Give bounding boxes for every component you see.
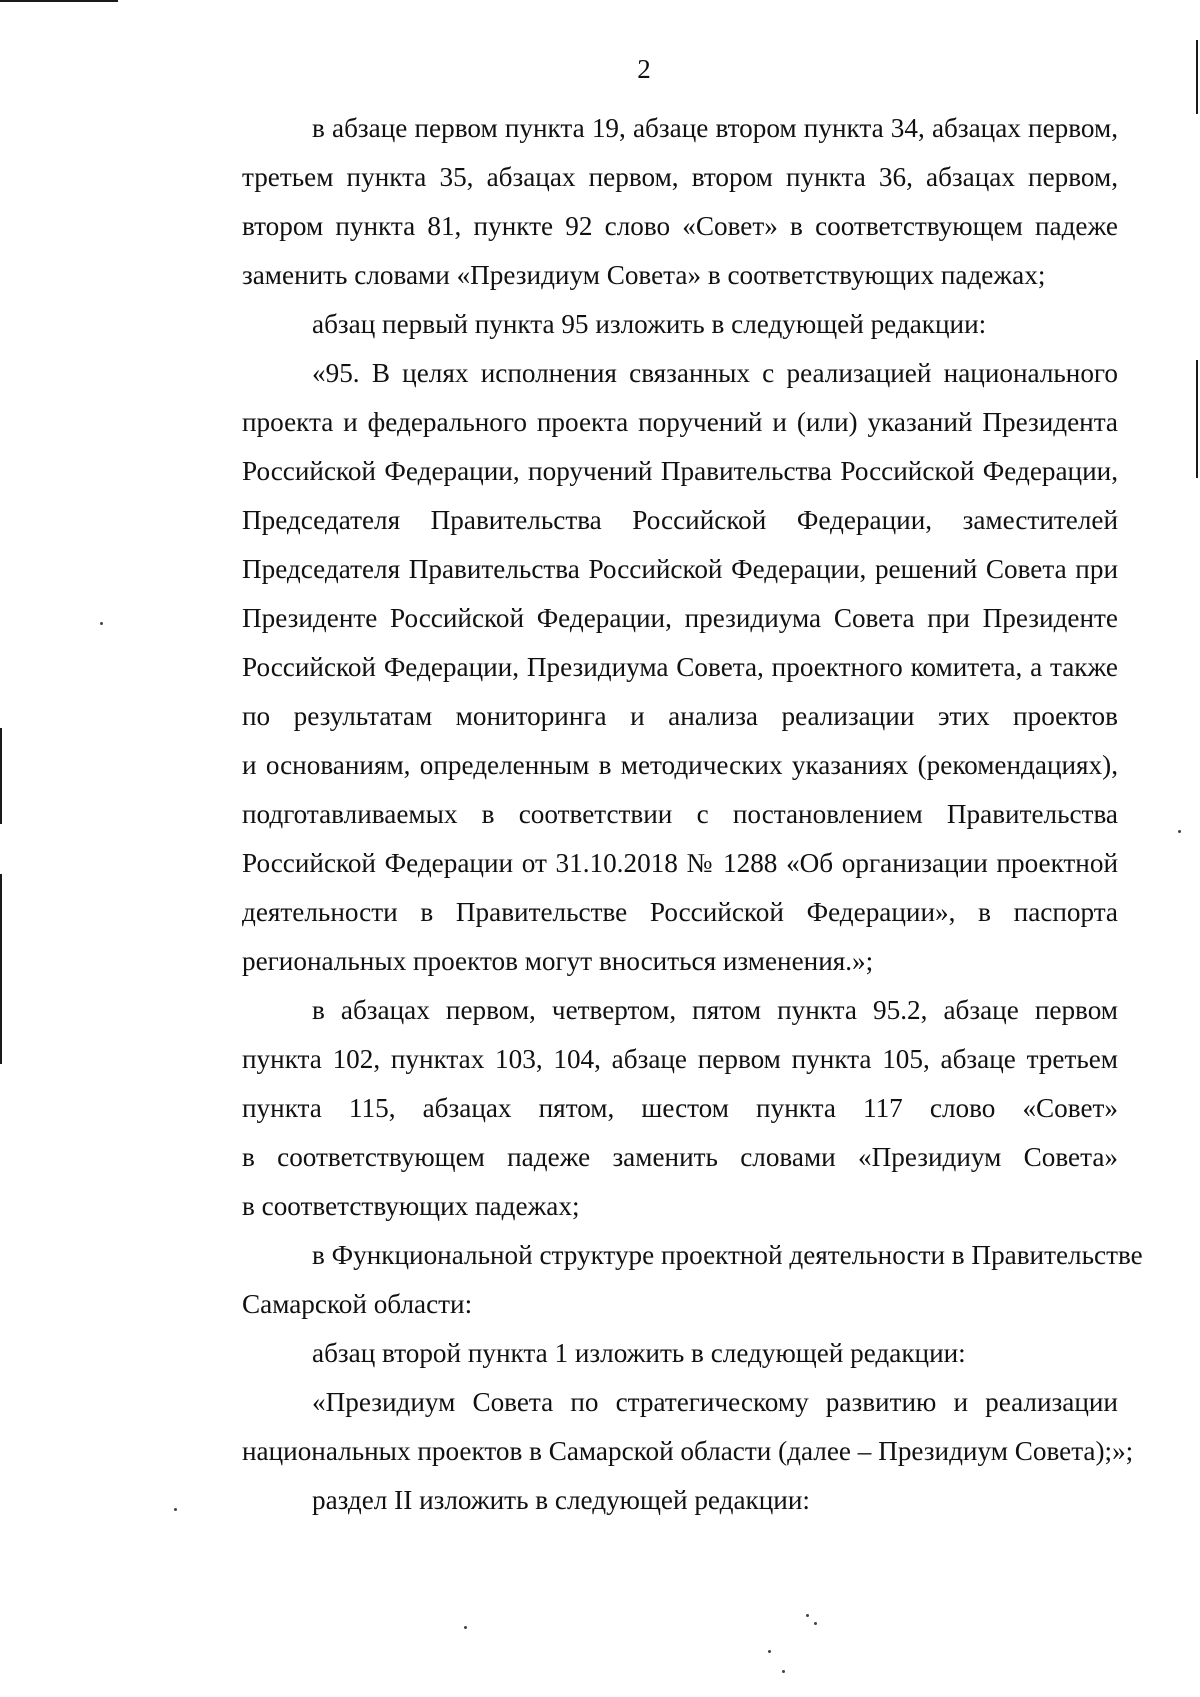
- scan-speck: [814, 1622, 817, 1625]
- paragraph-section-2-intro: [172, 1476, 1118, 1525]
- scan-edge-left-lower: [0, 874, 2, 1064]
- text-line: деятельности в Правительстве Российской Федерации», в паспорта: [242, 897, 1118, 927]
- paragraph-replace-council-1: [172, 104, 1118, 300]
- text-line: заменить словами «Президиум Совета» в соответствующих падежах;: [242, 260, 1046, 290]
- text-line: и основаниям, определенным в методических указаниях (рекомендациях),: [242, 750, 1118, 780]
- text-line: Председателя Правительства Российской Федерации, заместителей: [242, 505, 1118, 535]
- document-body: [172, 104, 1143, 1525]
- scan-speck: [806, 1614, 809, 1617]
- text-line: втором пункта 81, пункте 92 слово «Совет» в соответствующем падеже: [242, 211, 1118, 241]
- scan-speck: [782, 1670, 785, 1673]
- scan-speck: [100, 622, 103, 625]
- text-line: в соответствующих падежах;: [242, 1191, 580, 1221]
- scan-speck: [464, 1626, 467, 1629]
- text-line: проекта и федерального проекта поручений и (или) указаний Президента: [242, 407, 1118, 437]
- paragraph-item-1-intro: [172, 1329, 1118, 1378]
- text-line: абзац первый пункта 95 изложить в следующей редакции:: [312, 309, 987, 339]
- text-line: в абзаце первом пункта 19, абзаце втором пункта 34, абзацах первом,: [312, 113, 1118, 143]
- text-line: «Президиум Совета по стратегическому развитию и реализации: [312, 1387, 1118, 1417]
- scan-speck: [1178, 830, 1181, 833]
- text-line: национальных проектов в Самарской области (далее – Президиум Совета);»;: [242, 1436, 1134, 1466]
- paragraph-functional-structure: [172, 1231, 1143, 1329]
- text-line: раздел II изложить в следующей редакции:: [312, 1485, 810, 1515]
- text-line: третьем пункта 35, абзацах первом, втором пункта 36, абзацах первом,: [242, 162, 1118, 192]
- scan-speck: [768, 1650, 771, 1653]
- text-line: абзац второй пункта 1 изложить в следующей редакции:: [312, 1338, 966, 1368]
- page-number: 2: [637, 54, 651, 84]
- text-line: «95. В целях исполнения связанных с реализацией национального: [312, 358, 1118, 388]
- text-line: Российской Федерации, поручений Правительства Российской Федерации,: [242, 456, 1118, 486]
- paragraph-item-95-intro: [172, 300, 1118, 349]
- text-line: Председателя Правительства Российской Федерации, решений Совета при: [242, 554, 1118, 584]
- paragraph-item-95-text: [172, 349, 1118, 986]
- text-line: пункта 102, пунктах 103, 104, абзаце первом пункта 105, абзаце третьем: [242, 1044, 1118, 1074]
- text-line: пункта 115, абзацах пятом, шестом пункта 117 слово «Совет»: [242, 1093, 1118, 1123]
- scan-edge-left: [0, 728, 2, 824]
- text-line: региональных проектов могут вноситься изменения.»;: [242, 946, 874, 976]
- text-line: в соответствующем падеже заменить словами «Президиум Совета»: [242, 1142, 1118, 1172]
- text-line: в Функциональной структуре проектной деятельности в Правительстве: [312, 1240, 1143, 1270]
- scan-edge-top-left: [0, 0, 118, 2]
- text-line: Самарской области:: [242, 1289, 473, 1319]
- text-line: в абзацах первом, четвертом, пятом пункта 95.2, абзаце первом: [312, 995, 1118, 1025]
- paragraph-replace-council-2: [172, 986, 1118, 1231]
- scan-edge-right-lower: [1196, 360, 1198, 478]
- paragraph-presidium-definition: [172, 1378, 1134, 1476]
- text-line: подготавливаемых в соответствии с постановлением Правительства: [242, 799, 1118, 829]
- text-line: Российской Федерации от 31.10.2018 № 1288 «Об организации проектной: [242, 848, 1118, 878]
- text-line: по результатам мониторинга и анализа реализации этих проектов: [242, 701, 1118, 731]
- text-line: Президенте Российской Федерации, президиума Совета при Президенте: [242, 603, 1118, 633]
- text-line: Российской Федерации, Президиума Совета, проектного комитета, а также: [242, 652, 1118, 682]
